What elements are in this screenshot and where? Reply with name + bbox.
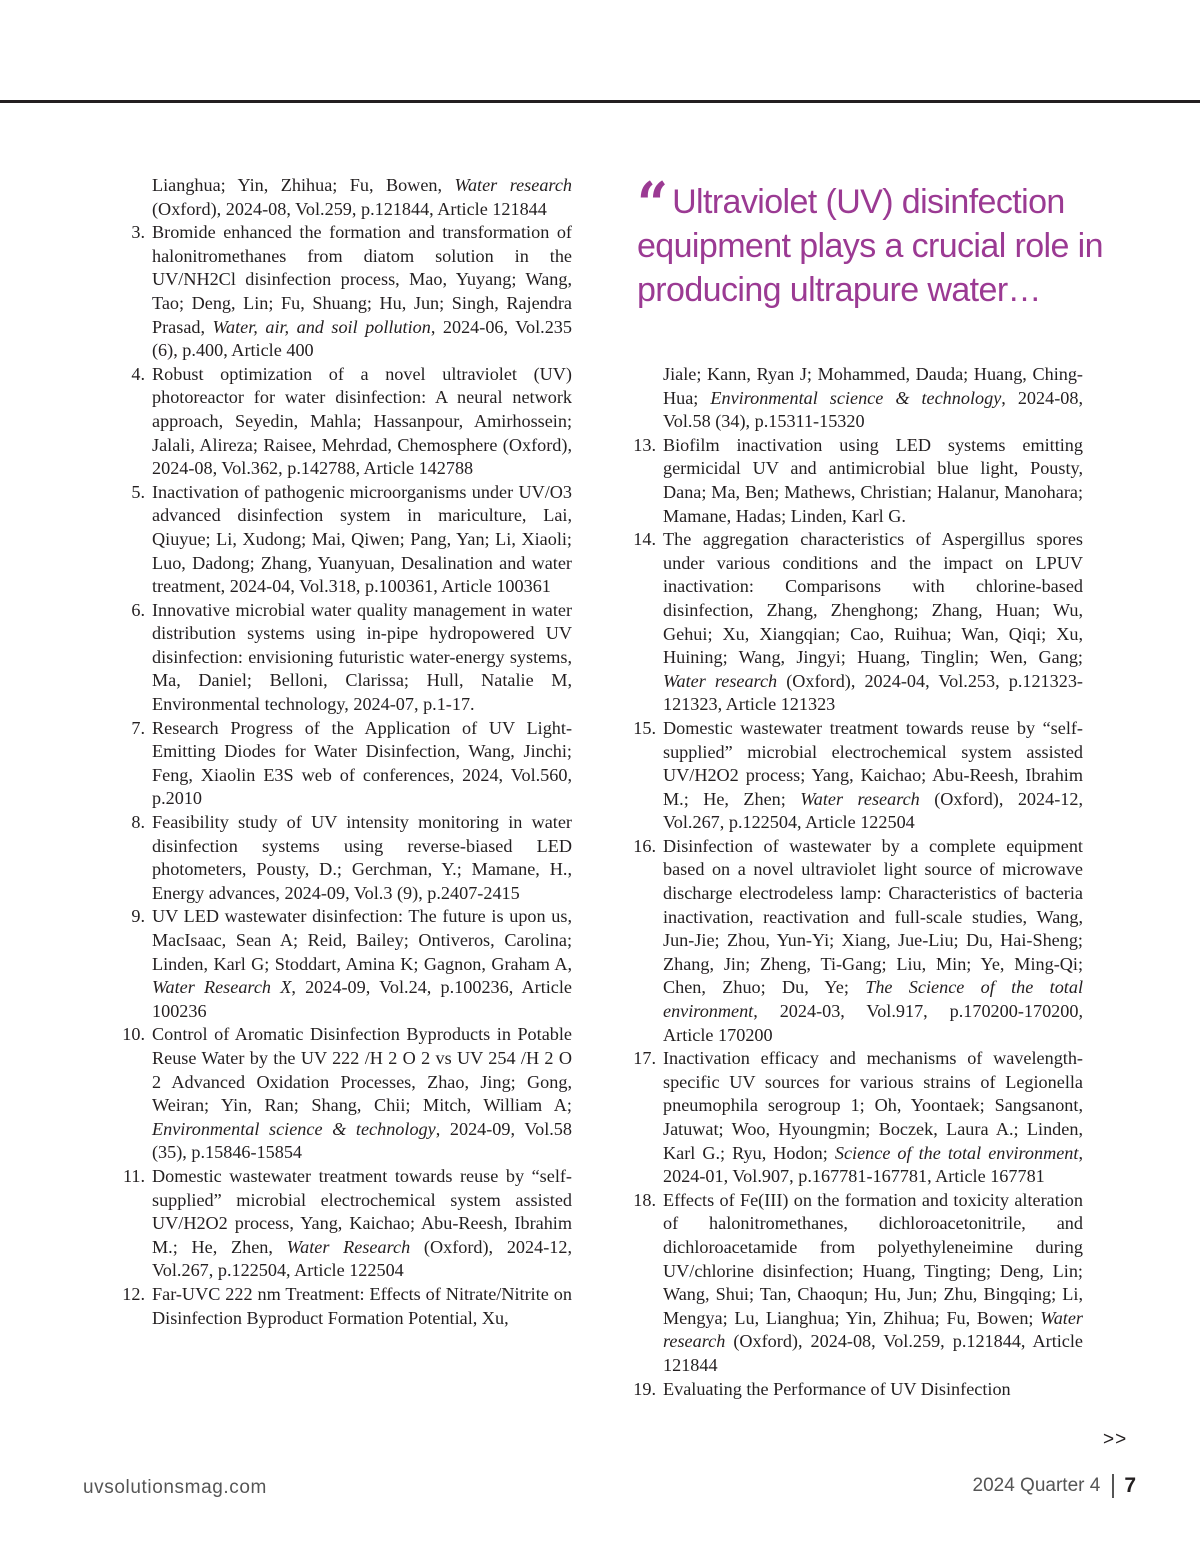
reference-text: Biofilm inactivation using LED systems emitting germicidal UV and antimicrobial blue light, Pousty, Dana; Ma, Ben; Mathews, Christian; Halanur, Manohara; Mamane, Hadas; Linden, Karl G. [663,434,1083,526]
reference-item [624,1047,1083,1189]
footer-issue-info [973,1474,1137,1498]
reference-item [624,1189,1083,1378]
reference-number: 3. [131,222,145,243]
reference-item [624,434,1083,528]
reference-number: 12. [122,1283,145,1304]
reference-number: 10. [122,1024,145,1045]
reference-text: Innovative microbial water quality management in water distribution systems using in-pipe hydropowered UV disinfection: envisioning futuristic water-energy systems, Ma, Daniel; Belloni, Clarissa; Hull, Natalie M, Environmental technology, 2024-07, p.1-17. [152,599,572,715]
reference-text: Control of Aromatic Disinfection Byproducts in Potable Reuse Water by the UV 222 /H 2 O 2 vs UV 254 /H 2 O 2 Advanced Oxidation Processes, Zhao, Jing; Gong, Weiran; Yin, Ran; Shang, Chii; Mitch, William A; Environmental science & technology, 2024-09, Vol.58 (35), p.15846-15854 [152,1024,572,1163]
header-rule [0,100,1200,103]
footer-divider [1112,1474,1114,1498]
right-column [624,363,1083,1401]
reference-text: Domestic wastewater treatment towards reuse by “self-supplied” microbial electrochemical system assisted UV/H2O2 process, Yang, Kaichao; Abu-Reesh, Ibrahim M.; He, Zhen, Water Research (Oxford), 2024-12, Vol.267, p.122504, Article 122504 [152,1165,572,1281]
footer-issue: 2024 Quarter 4 [972,1475,1101,1496]
reference-item [113,1023,572,1165]
reference-text: Disinfection of wastewater by a complete equipment based on a novel ultraviolet light source of microwave discharge electrodeless lamp: Characteristics of bacteria inactivation, reactivation and full-scale studies, Wang, Jun-Jie; Zhou, Yun-Yi; Xiang, Jue-Liu; Du, Hai-Sheng; Zhang, Jin; Zheng, Ti-Gang; Liu, Min; Ye, Ming-Qi; Chen, Zhuo; Du, Ye; The Science of the total environment, 2024-03, Vol.917, p.170200-170200, Article 170200 [663,835,1084,1045]
reference-item [113,1283,572,1330]
reference-text: The aggregation characteristics of Aspergillus spores under various conditions and the impact on LPUV inactivation: Comparisons with chlorine-based disinfection, Zhang, Zhenghong; Zhang, Huan; Wu, Gehui; Xu, Xiangqian; Cao, Ruihua; Wan, Qiqi; Xu, Huining; Wang, Jingyi; Huang, Tinglin; Wen, Gang; Water research (Oxford), 2024-04, Vol.253, p.121323-121323, Article 121323 [663,529,1083,715]
reference-item [113,481,572,599]
reference-number: 7. [131,717,145,738]
reference-text: Effects of Fe(III) on the formation and toxicity alteration of halonitromethanes, dichloroacetonitrile, and dichloroacetamide from polyethyleneimine during UV/chlorine disinfection; Huang, Tingting; Deng, Lin; Wang, Shui; Tan, Chaoqun; Hu, Jun; Zhu, Bingqing; Li, Mengya; Lu, Lianghua; Yin, Zhihua; Fu, Bowen; Water research (Oxford), 2024-08, Vol.259, p.121844, Article 121844 [663,1189,1083,1375]
reference-text: Evaluating the Performance of UV Disinfection [663,1378,1011,1399]
footer-site: uvsolutionsmag.com [83,1477,267,1498]
continue-marker: >> [1103,1429,1128,1450]
reference-number: 13. [633,434,656,455]
reference-number: 14. [633,529,656,550]
quote-mark-icon: “ [637,170,669,240]
reference-item [113,363,572,481]
pull-quote-text: Ultraviolet (UV) disinfection equipment plays a crucial role in producing ultrapure water… [637,183,1103,309]
reference-number: 16. [633,835,656,856]
left-column [113,174,572,1330]
reference-list [624,434,1083,1401]
reference-item [113,905,572,1023]
reference-number: 18. [633,1189,656,1210]
reference-number: 17. [633,1048,656,1069]
reference-text: Robust optimization of a novel ultraviolet (UV) photoreactor for water disinfection: A neural network approach, Seyedin, Mahla; Hassanpour, Amirhossein; Jalali, Alireza; Raisee, Mehrdad, Chemosphere (Oxford), 2024-08, Vol.362, p.142788, Article 142788 [152,363,572,479]
reference-number: 11. [122,1165,145,1186]
reference-text: Research Progress of the Application of UV Light-Emitting Diodes for Water Disinfection, Wang, Jinchi; Feng, Xiaolin E3S web of conferences, 2024, Vol.560, p.2010 [152,717,572,809]
reference-number: 9. [131,906,145,927]
reference-continuation: Lianghua; Yin, Zhihua; Fu, Bowen, Water research (Oxford), 2024-08, Vol.259, p.121844, Article 121844 [152,175,572,219]
reference-text: Domestic wastewater treatment towards reuse by “self-supplied” microbial electrochemical system assisted UV/H2O2 process; Yang, Kaichao; Abu-Reesh, Ibrahim M.; He, Zhen; Water research (Oxford), 2024-12, Vol.267, p.122504, Article 122504 [663,717,1083,833]
reference-item [113,599,572,717]
reference-text: UV LED wastewater disinfection: The future is upon us, MacIsaac, Sean A; Reid, Bailey; Ontiveros, Carolina; Linden, Karl G; Stoddart, Amina K; Gagnon, Graham A, Water Research X, 2024-09, Vol.24, p.100236, Article 100236 [152,906,572,1021]
reference-number: 19. [633,1378,656,1399]
reference-item [113,717,572,811]
reference-text: Far-UVC 222 nm Treatment: Effects of Nitrate/Nitrite on Disinfection Byproduct Formation Potential, Xu, [152,1283,572,1328]
reference-item [624,835,1083,1047]
reference-number: 15. [633,717,656,738]
reference-item [624,717,1083,835]
reference-number: 6. [131,599,145,620]
reference-text: Inactivation of pathogenic microorganisms under UV/O3 advanced disinfection system in mariculture, Lai, Qiuyue; Li, Xudong; Mai, Qiwen; Pang, Yan; Li, Xiaoli; Luo, Dadong; Zhang, Yuanyuan, Desalination and water treatment, 2024-04, Vol.318, p.100361, Article 100361 [152,481,572,597]
reference-item [113,1165,572,1283]
reference-list [113,221,572,1330]
reference-continuation: Jiale; Kann, Ryan J; Mohammed, Dauda; Huang, Ching-Hua; Environmental science & technology, 2024-08, Vol.58 (34), p.15311-15320 [663,364,1084,432]
page-number: 7 [1124,1474,1136,1497]
reference-text: Inactivation efficacy and mechanisms of wavelength-specific UV sources for various strains of Legionella pneumophila serogroup 1; Oh, Yoontaek; Sangsanont, Jatuwat; Woo, Hyoungmin; Boczek, Laura A.; Linden, Karl G.; Ryu, Hodon; Science of the total environment, 2024-01, Vol.907, p.167781-167781, Article 167781 [663,1048,1083,1187]
reference-number: 4. [131,363,145,384]
reference-text: Bromide enhanced the formation and transformation of halonitromethanes from diatom solution in the UV/NH2Cl disinfection process, Mao, Yuyang; Wang, Tao; Deng, Lin; Fu, Shuang; Hu, Jun; Singh, Rajendra Prasad, Water, air, and soil pollution, 2024-06, Vol.235 (6), p.400, Article 400 [152,222,572,361]
reference-item [624,528,1083,717]
reference-number: 8. [131,812,145,833]
reference-number: 5. [131,481,145,502]
reference-item [113,811,572,905]
reference-item [113,221,572,363]
pull-quote [637,170,1107,312]
reference-item [624,1378,1083,1402]
reference-text: Feasibility study of UV intensity monitoring in water disinfection systems using reverse-biased LED photometers, Pousty, D.; Gerchman, Y.; Mamane, H., Energy advances, 2024-09, Vol.3 (9), p.2407-2415 [152,812,572,903]
